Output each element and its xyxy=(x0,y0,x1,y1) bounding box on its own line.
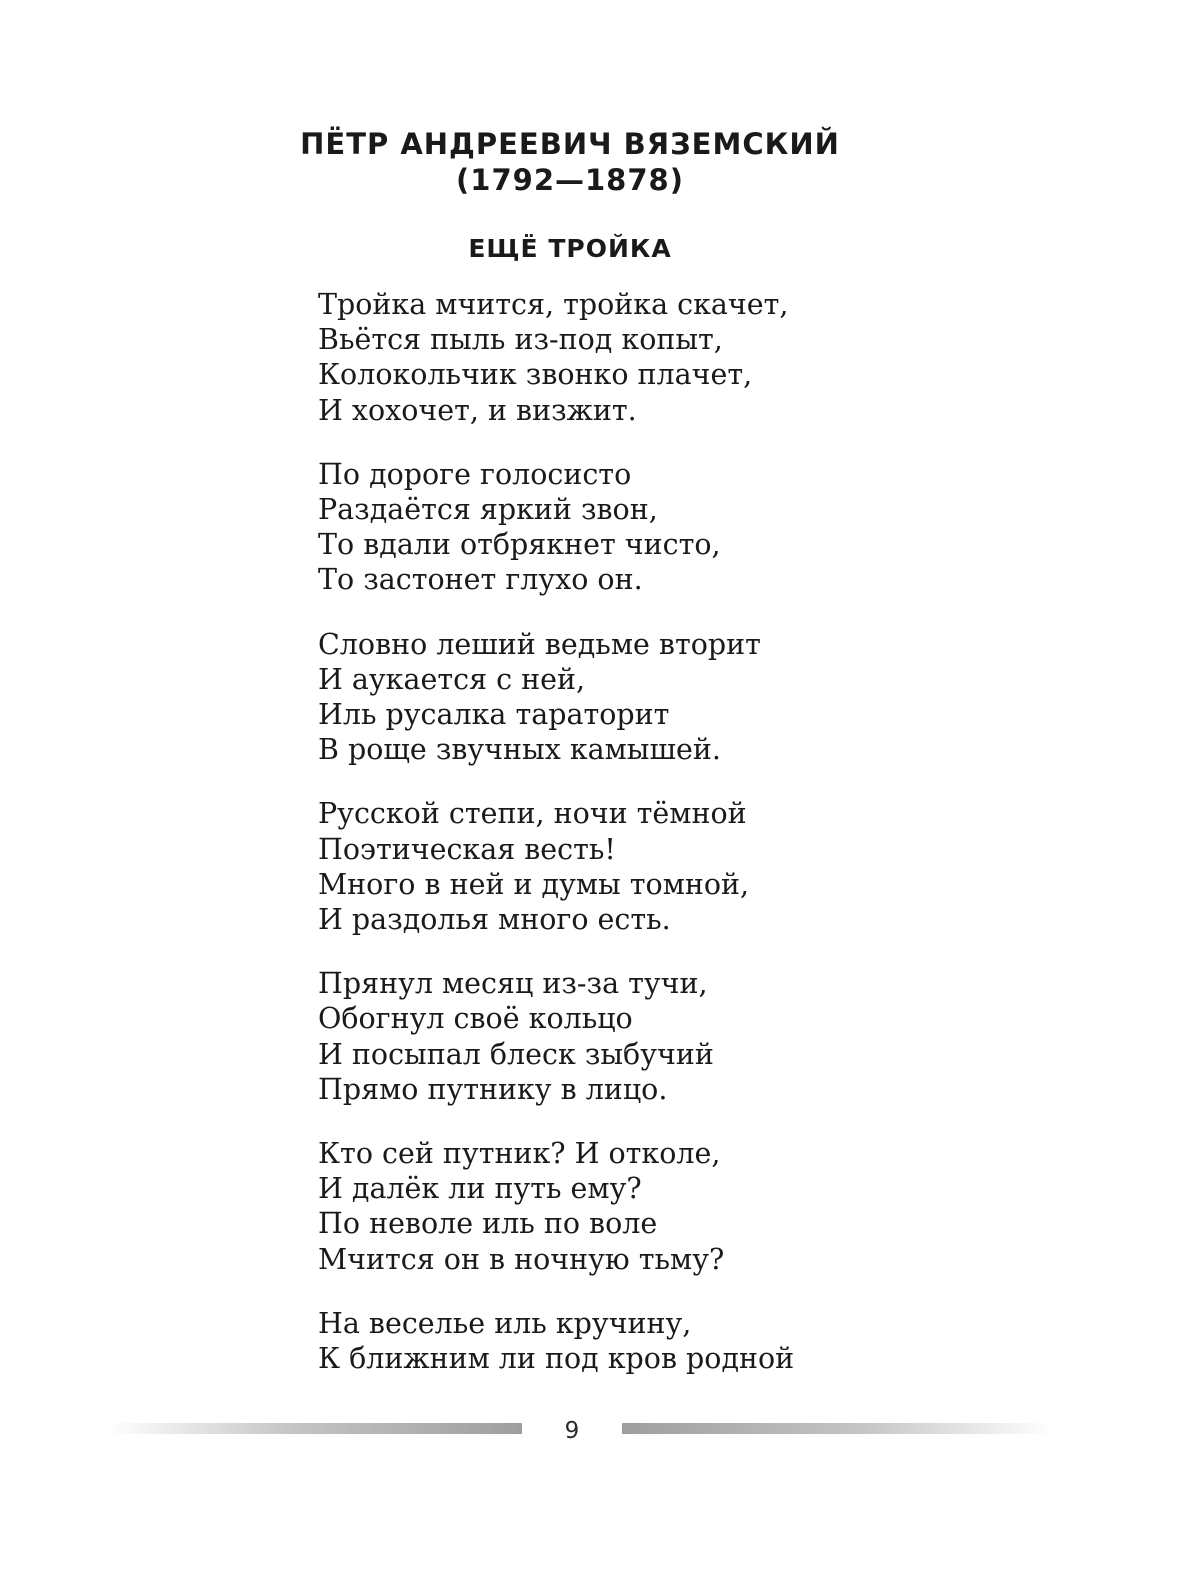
stanza xyxy=(318,966,878,1107)
poem-line: Мчится он в ночную тьму? xyxy=(318,1242,725,1276)
poem-line: И аукается с ней, xyxy=(318,662,586,696)
poem-title: ЕЩЁ ТРОЙКА xyxy=(468,234,672,263)
page-number: 9 xyxy=(564,1418,580,1444)
poem-line: На веселье иль кручину, xyxy=(318,1306,692,1340)
poem-line: Словно леший ведьме вторит xyxy=(318,627,761,661)
poem-line: Поэтическая весть! xyxy=(318,832,616,866)
footer-rule-right xyxy=(622,1423,1052,1434)
poem-line: И раздолья много есть. xyxy=(318,903,671,937)
poem-line: И хохочет, и визжит. xyxy=(318,393,637,427)
poem-line: Кто сей путник? И отколе, xyxy=(318,1137,721,1171)
stanza xyxy=(318,287,878,428)
poem-line: Прянул месяц из-за тучи, xyxy=(318,967,708,1001)
stanza xyxy=(318,1136,878,1277)
poem-line: Тройка мчится, тройка скачет, xyxy=(318,288,789,321)
stanza xyxy=(318,796,878,937)
poem-line: И посыпал блеск зыбучий xyxy=(318,1037,714,1071)
footer-rule-left xyxy=(108,1423,522,1434)
poem-line: Вьётся пыль из-под копыт, xyxy=(318,323,723,357)
author-name: ПЁТР АНДРЕЕВИЧ ВЯЗЕМСКИЙ xyxy=(300,127,840,161)
stanza xyxy=(318,457,878,598)
poem-body xyxy=(318,287,878,1405)
poem-line: По дороге голосисто xyxy=(318,457,632,491)
poem-line: Русской степи, ночи тёмной xyxy=(318,797,747,831)
poem-line: Много в ней и думы томной, xyxy=(318,867,750,901)
poem-line: То вдали отбрякнет чисто, xyxy=(318,528,721,562)
stanza xyxy=(318,627,878,768)
poem-line: В роще звучных камышей. xyxy=(318,733,721,767)
poem-line: Раздаётся яркий звон, xyxy=(318,493,658,527)
poem-line: Колокольчик звонко плачет, xyxy=(318,358,753,392)
page-footer xyxy=(0,1416,1200,1448)
stanza xyxy=(318,1306,878,1376)
author-years: (1792—1878) xyxy=(456,163,684,197)
poem-line: К ближним ли под кров родной xyxy=(318,1342,795,1376)
poem-line: По неволе иль по воле xyxy=(318,1207,658,1241)
poem-line: Обогнул своё кольцо xyxy=(318,1002,633,1036)
poem-line: Прямо путнику в лицо. xyxy=(318,1072,668,1106)
poem-line: Иль русалка тараторит xyxy=(318,698,670,732)
poem-line: И далёк ли путь ему? xyxy=(318,1172,642,1206)
poem-line: То застонет глухо он. xyxy=(318,563,643,597)
